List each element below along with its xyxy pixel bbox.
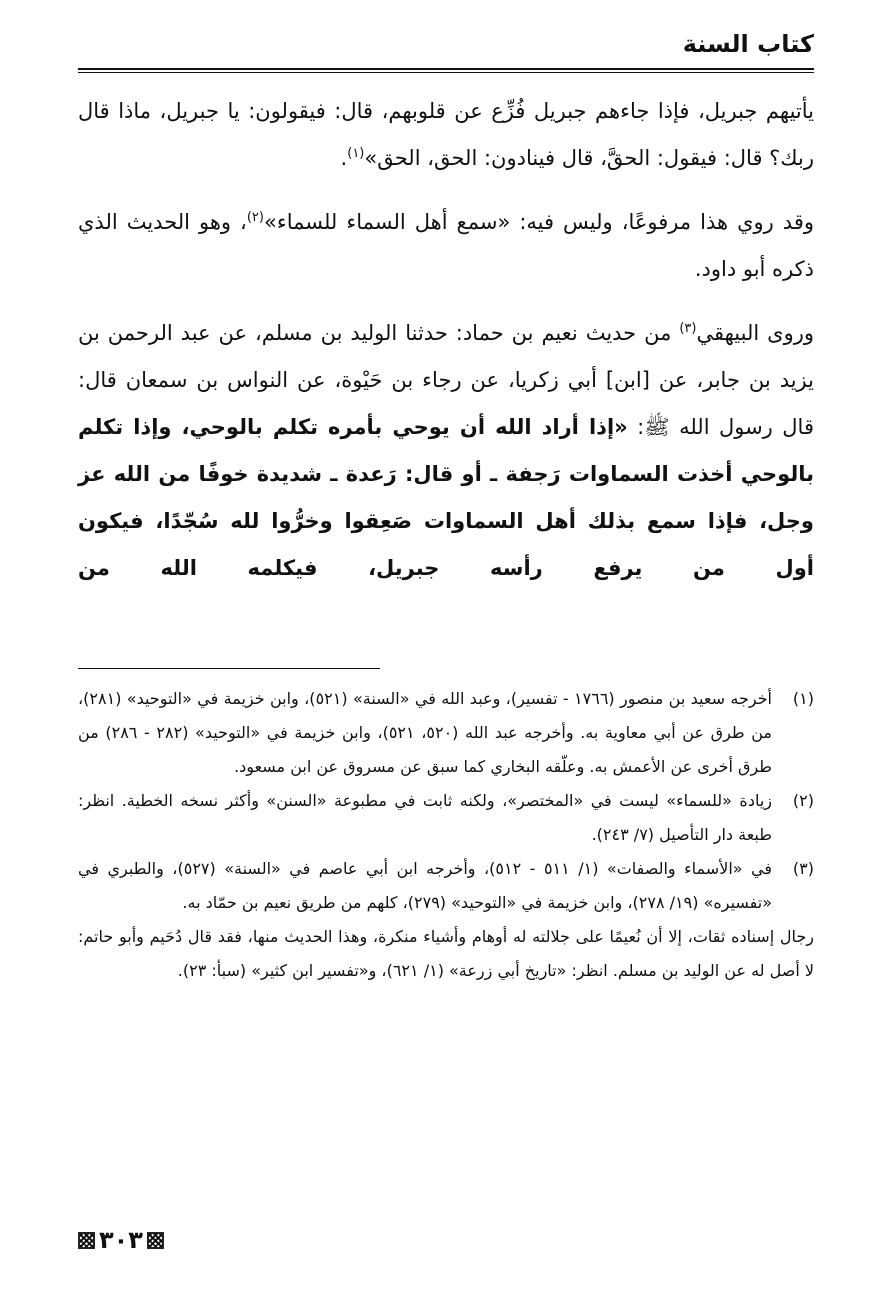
footnote-2 xyxy=(78,784,814,852)
footnote-3 xyxy=(78,852,814,920)
footnotes xyxy=(78,682,814,988)
diamond-ornament-icon xyxy=(147,1232,164,1249)
footnote-ref-1[interactable]: (١) xyxy=(347,146,365,161)
paragraph-1-text: يأتيهم جبريل، فإذا جاءهم جبريل فُزِّع عن قلوبهم، قال: فيقولون: يا جبريل، ماذا قال ربك؟ قال: فيقول: الحقَّ، قال فينادون: الحق، الحق» xyxy=(78,99,814,170)
paragraph-2-text: وقد روي هذا مرفوعًا، وليس فيه: «سمع أهل السماء للسماء» xyxy=(263,210,814,234)
footnote-ref-3[interactable]: (٣) xyxy=(679,321,697,336)
header-rule xyxy=(78,68,814,70)
diamond-ornament-icon xyxy=(78,1232,95,1249)
footnote-text: زيادة «للسماء» ليست في «المختصر»، ولكنه ثابت في مطبوعة «السنن» وأكثر نسخه الخطية. انظر: طبعة دار التأصيل (٧/ ٢٤٣). xyxy=(78,791,772,844)
footnote-3-continuation: رجال إسناده ثقات، إلا أن نُعيمًا على جلالته له أوهام وأشياء منكرة، وهذا الحديث منها، فقد قال دُحَيم وأبو حاتم: لا أصل له عن الوليد بن مسلم. انظر: «تاريخ أبي زرعة» (١/ ٦٢١)، و«تفسير ابن كثير» (سبأ: ٢٣). xyxy=(78,927,814,980)
paragraph-1-end: . xyxy=(340,146,348,170)
footnote-number: (١) xyxy=(792,689,814,708)
footnote-text: في «الأسماء والصفات» (١/ ٥١١ - ٥١٢)، وأخرجه ابن أبي عاصم في «السنة» (٥٢٧)، والطبري في «تفسيره» (١٩/ ٢٧٨)، وابن خزيمة في «التوحيد» (٢٧٩)، كلهم من طريق نعيم بن حمّاد به. xyxy=(78,859,773,912)
main-text xyxy=(78,88,814,609)
footnote-ref-2[interactable]: (٢) xyxy=(246,210,264,225)
footnote-number: (٣) xyxy=(792,859,814,878)
footnote-separator xyxy=(78,668,380,669)
paragraph-2 xyxy=(78,199,814,293)
footnote-text: أخرجه سعيد بن منصور (١٧٦٦ - تفسير)، وعبد الله في «السنة» (٥٢١)، وابن خزيمة في «التوحيد» (٢٨١)، من طرق عن أبي معاوية به. وأخرجه عبد الله (٥٢٠، ٥٢١)، وابن خزيمة في «التوحيد» (٢٨٢ - ٢٨٦) من طرق أخرى عن الأعمش به. وعلّقه البخاري كما سبق عن مسروق عن ابن مسعود. xyxy=(78,689,772,776)
hadith-text: «إذا أراد الله أن يوحي بأمره تكلم بالوحي، وإذا تكلم بالوحي أخذت السماوات رَجفة ـ أو قال: رَعدة ـ شديدة خوفًا من الله عز وجل، فإذا سمع بذلك أهل السماوات صَعِقوا وخرُّوا لله سُجّدًا، فيكون أول من يرفع رأسه جبريل، فيكلمه الله من xyxy=(78,415,814,580)
paragraph-3 xyxy=(78,310,814,592)
page-folio xyxy=(78,1226,164,1254)
paragraph-2-end: ، وهو الحديث الذي ذكره أبو داود. xyxy=(78,210,814,281)
header-rule-thin xyxy=(78,72,814,73)
running-header: كتاب السنة xyxy=(682,30,814,58)
page-number: ٣٠٣ xyxy=(99,1226,143,1254)
footnote-number: (٢) xyxy=(792,791,814,810)
paragraph-3-text: من حديث نعيم بن حماد: حدثنا الوليد بن مسلم، عن عبد الرحمن بن يزيد بن جابر، عن [ابن] أبي زكريا، عن رجاء بن حَيْوة، عن النواس بن سمعان قال: قال رسول الله ﷺ: xyxy=(78,321,814,439)
paragraph-1 xyxy=(78,88,814,182)
footnote-1 xyxy=(78,682,814,784)
paragraph-3-start: وروى البيهقي xyxy=(696,321,814,345)
